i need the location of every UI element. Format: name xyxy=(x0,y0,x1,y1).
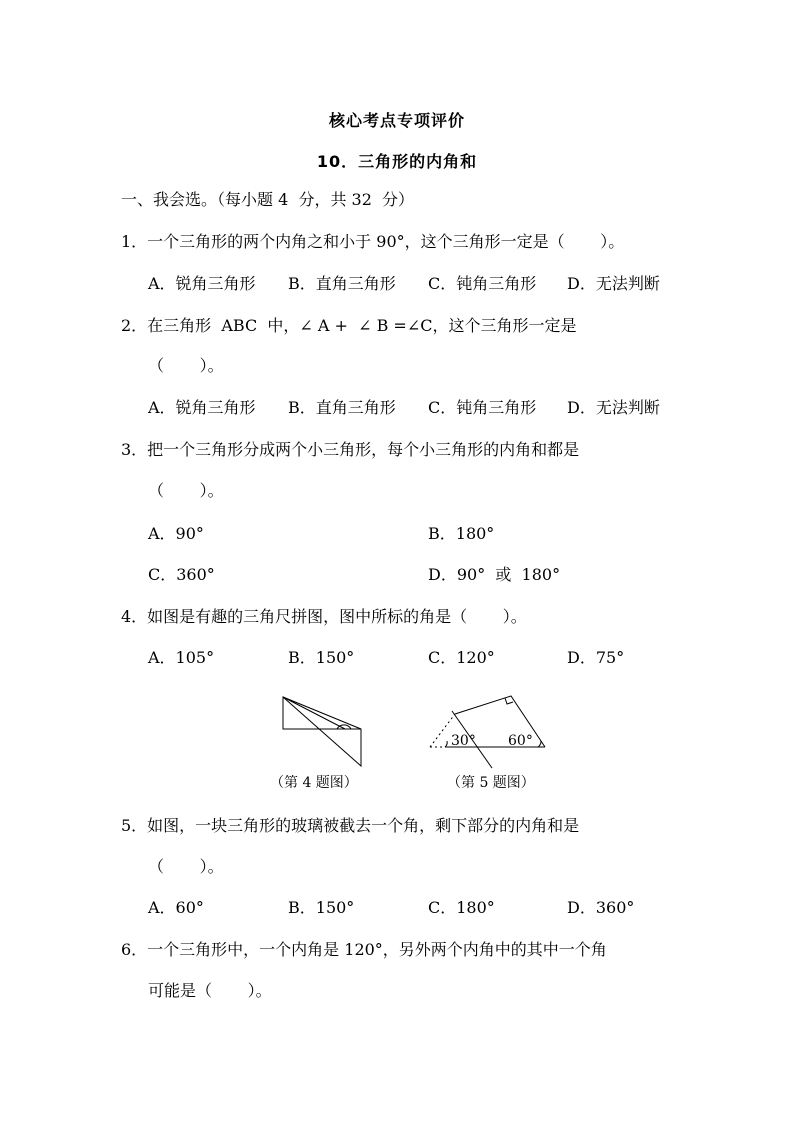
q1-option-d: D．无法判断 xyxy=(567,274,660,293)
section-heading: 一、我会选。（每小题 4 分，共 32 分） xyxy=(121,190,415,209)
fig5-right-angle-mark xyxy=(505,698,513,704)
q4-option-a: A．105° xyxy=(148,648,215,667)
fig5-angle-arc-60 xyxy=(538,741,541,747)
q4-option-c: C．120° xyxy=(428,648,495,667)
question-3-stem: 3．把一个三角形分成两个小三角形，每个小三角形的内角和都是 xyxy=(121,440,580,459)
q2-option-c: C．钝角三角形 xyxy=(428,398,537,417)
q3-option-b: B．180° xyxy=(428,524,495,543)
fig4-caption: （第 4 题图） xyxy=(270,775,358,791)
q3-option-a: A．90° xyxy=(148,524,204,543)
q5-option-d: D．360° xyxy=(567,898,635,917)
fig4-ruler-triangle-2 xyxy=(283,697,361,766)
question-3-blank: （ ）。 xyxy=(148,481,224,500)
q5-option-b: B．150° xyxy=(288,898,355,917)
q1-option-a: A．锐角三角形 xyxy=(148,274,256,293)
fig5-cut-triangle xyxy=(430,696,545,768)
q2-option-d: D．无法判断 xyxy=(567,398,660,417)
q1-option-c: C．钝角三角形 xyxy=(428,274,537,293)
q3-option-c: C．360° xyxy=(148,565,215,584)
question-6-blank: 可能是（ ）。 xyxy=(148,981,272,1000)
fig5-caption: （第 5 题图） xyxy=(447,775,535,791)
question-6-stem: 6．一个三角形中，一个内角是 120°，另外两个内角中的其中一个角 xyxy=(121,940,607,959)
question-5-blank: （ ）。 xyxy=(148,857,224,876)
q5-option-a: A．60° xyxy=(148,898,204,917)
page-title: 核心考点专项评价 xyxy=(328,111,465,130)
q4-option-d: D．75° xyxy=(567,648,625,667)
q5-option-c: C．180° xyxy=(428,898,495,917)
question-2-blank: （ ）。 xyxy=(148,356,224,375)
fig5-angle-label-60: 60° xyxy=(508,733,533,749)
page-subtitle: 10．三角形的内角和 xyxy=(316,152,478,171)
q1-option-b: B．直角三角形 xyxy=(288,274,396,293)
question-4-stem: 4．如图是有趣的三角尺拼图，图中所标的角是（ ）。 xyxy=(121,607,527,626)
q4-option-b: B．150° xyxy=(288,648,355,667)
fig4-triangle-rulers xyxy=(283,697,361,766)
question-2-stem: 2．在三角形 ABC 中，∠ A + ∠ B =∠C，这个三角形一定是 xyxy=(121,316,577,335)
q2-option-b: B．直角三角形 xyxy=(288,398,396,417)
q3-option-d: D．90° 或 180° xyxy=(428,565,561,584)
fig5-angle-arc-30 xyxy=(445,741,447,747)
question-5-stem: 5．如图，一块三角形的玻璃被截去一个角，剩下部分的内角和是 xyxy=(121,816,580,835)
fig5-angle-label-30: 30° xyxy=(451,733,476,749)
question-1-stem: 1．一个三角形的两个内角之和小于 90°，这个三角形一定是（ ）。 xyxy=(121,232,625,251)
q2-option-a: A．锐角三角形 xyxy=(148,398,256,417)
